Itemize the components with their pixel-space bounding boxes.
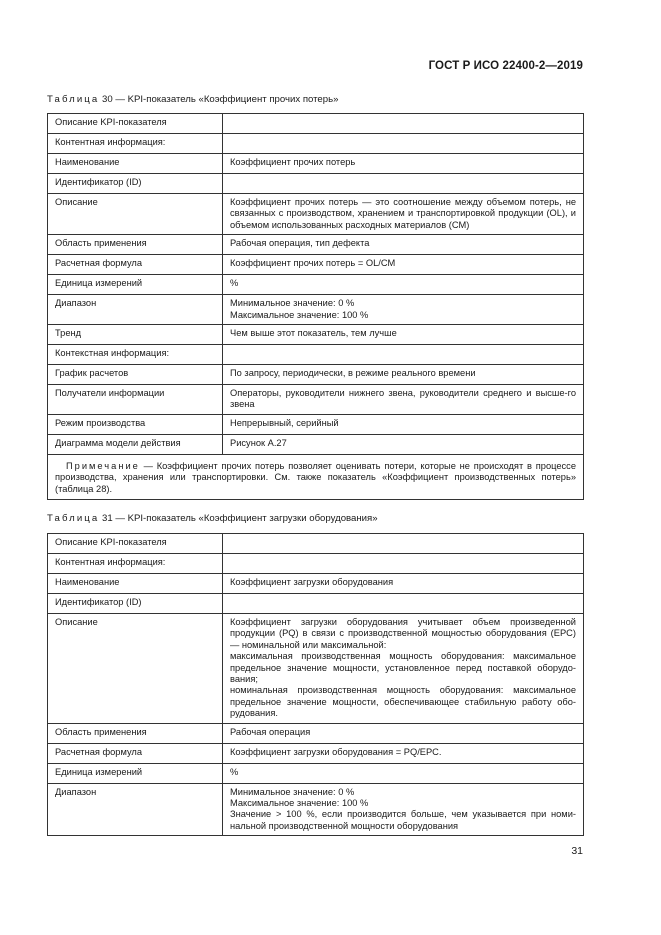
row-value	[223, 554, 584, 574]
row-value: Рабочая операция, тип дефекта	[223, 235, 584, 255]
table-row	[48, 763, 584, 783]
table-row	[48, 154, 584, 174]
note-text: — Коэффициент прочих потерь позволяет оценивать потери, которые не происходят в процессе производства, хранения или транспортировки. См. также показатель «Коэффициент производственных потерь» (таблица 28).	[55, 460, 576, 494]
table-row	[48, 594, 584, 614]
row-value	[223, 594, 584, 614]
value-line: максимальная производственная мощность оборудования: максимальное предельное значение мощности, установленное перед поставкой оборудо-вания;	[230, 651, 576, 685]
row-label: Область применения	[48, 723, 223, 743]
table-row	[48, 614, 584, 724]
row-label: Получатели информации	[48, 385, 223, 415]
row-value: Коэффициент прочих потерь — это соотношение между объемом потерь, не связанных с производством, хранением и транспортировкой продукции (OL), и объемом использованных расходных материалов (CM)	[223, 194, 584, 235]
row-value: Непрерывный, серийный	[223, 414, 584, 434]
row-label: Контекстная информация:	[48, 345, 223, 365]
row-value	[223, 114, 584, 134]
table-row	[48, 114, 584, 134]
row-label: Наименование	[48, 154, 223, 174]
value-line: номинальная производственная мощность оборудования: максимальное предельное значение мощности, обеспечивающее стабильную работу обо-рудования.	[230, 685, 576, 719]
table-31	[47, 533, 584, 836]
value-line: Коэффициент загрузки оборудования учитывает объем произведенной продукции (PQ) в связи с производственной мощностью оборудования (EPC) — номинальной или максимальной:	[230, 617, 576, 650]
table-note	[48, 454, 584, 499]
row-label: Единица измерений	[48, 275, 223, 295]
value-line: Максимальное значение: 100 %	[230, 309, 369, 320]
row-value: Коэффициент прочих потерь	[223, 154, 584, 174]
page-number: 31	[571, 845, 583, 857]
row-label: Диапазон	[48, 295, 223, 325]
table-row	[48, 194, 584, 235]
value-line: Максимальное значение: 100 %	[230, 798, 369, 809]
table-row	[48, 174, 584, 194]
row-value	[223, 174, 584, 194]
row-label: Наименование	[48, 574, 223, 594]
value-line: Значение > 100 %, если производится больше, чем указывается при номи-нальной производственной мощности оборудования	[230, 809, 576, 831]
document-header: ГОСТ Р ИСО 22400-2—2019	[428, 60, 583, 72]
table-row	[48, 574, 584, 594]
table-row	[48, 434, 584, 454]
table-row	[48, 385, 584, 415]
row-label: Область применения	[48, 235, 223, 255]
row-value: Коэффициент загрузки оборудования = PQ/EPC.	[223, 743, 584, 763]
row-value: Рабочая операция	[223, 723, 584, 743]
row-label: Описание KPI-показателя	[48, 534, 223, 554]
row-value: %	[223, 275, 584, 295]
table-row	[48, 723, 584, 743]
table-row	[48, 345, 584, 365]
value-line: Минимальное значение: 0 %	[230, 786, 355, 797]
row-label: Контентная информация:	[48, 134, 223, 154]
table-row	[48, 134, 584, 154]
table-row	[48, 235, 584, 255]
table-row	[48, 783, 584, 836]
row-label: Идентификатор (ID)	[48, 594, 223, 614]
table-30-caption-text: 30 — KPI-показатель «Коэффициент прочих потерь»	[99, 94, 339, 105]
row-label: Описание KPI-показателя	[48, 114, 223, 134]
row-label: Идентификатор (ID)	[48, 174, 223, 194]
row-value: Операторы, руководители нижнего звена, руководители среднего и высше-го звена	[223, 385, 584, 415]
row-value	[223, 614, 584, 724]
row-value: Чем выше этот показатель, тем лучше	[223, 325, 584, 345]
row-label: Расчетная формула	[48, 255, 223, 275]
table-note-row	[48, 454, 584, 499]
table-30	[47, 113, 584, 500]
row-value: Коэффициент прочих потерь = OL/CM	[223, 255, 584, 275]
row-label: Описание	[48, 614, 223, 724]
value-line: Минимальное значение: 0 %	[230, 298, 355, 309]
row-value: %	[223, 763, 584, 783]
table-31-caption	[47, 513, 378, 524]
table-row	[48, 255, 584, 275]
row-value	[223, 345, 584, 365]
row-label: Контентная информация:	[48, 554, 223, 574]
row-value	[223, 783, 584, 836]
row-value	[223, 134, 584, 154]
table-30-caption	[47, 94, 338, 105]
row-label: Диапазон	[48, 783, 223, 836]
row-value: По запросу, периодически, в режиме реального времени	[223, 365, 584, 385]
table-31-caption-prefix: Таблица	[47, 513, 100, 524]
table-row	[48, 743, 584, 763]
table-row	[48, 275, 584, 295]
row-value	[223, 295, 584, 325]
table-31-caption-text: 31 — KPI-показатель «Коэффициент загрузки оборудования»	[99, 513, 378, 524]
row-label: Описание	[48, 194, 223, 235]
row-label: График расчетов	[48, 365, 223, 385]
row-label: Диаграмма модели действия	[48, 434, 223, 454]
table-row	[48, 554, 584, 574]
row-value	[223, 534, 584, 554]
row-label: Тренд	[48, 325, 223, 345]
table-row	[48, 295, 584, 325]
table-30-caption-prefix: Таблица	[47, 94, 100, 105]
note-prefix: Примечание	[66, 460, 140, 471]
row-label: Единица измерений	[48, 763, 223, 783]
row-value: Рисунок А.27	[223, 434, 584, 454]
table-row	[48, 325, 584, 345]
row-label: Режим производства	[48, 414, 223, 434]
row-label: Расчетная формула	[48, 743, 223, 763]
table-row	[48, 414, 584, 434]
table-row	[48, 534, 584, 554]
table-row	[48, 365, 584, 385]
row-value: Коэффициент загрузки оборудования	[223, 574, 584, 594]
